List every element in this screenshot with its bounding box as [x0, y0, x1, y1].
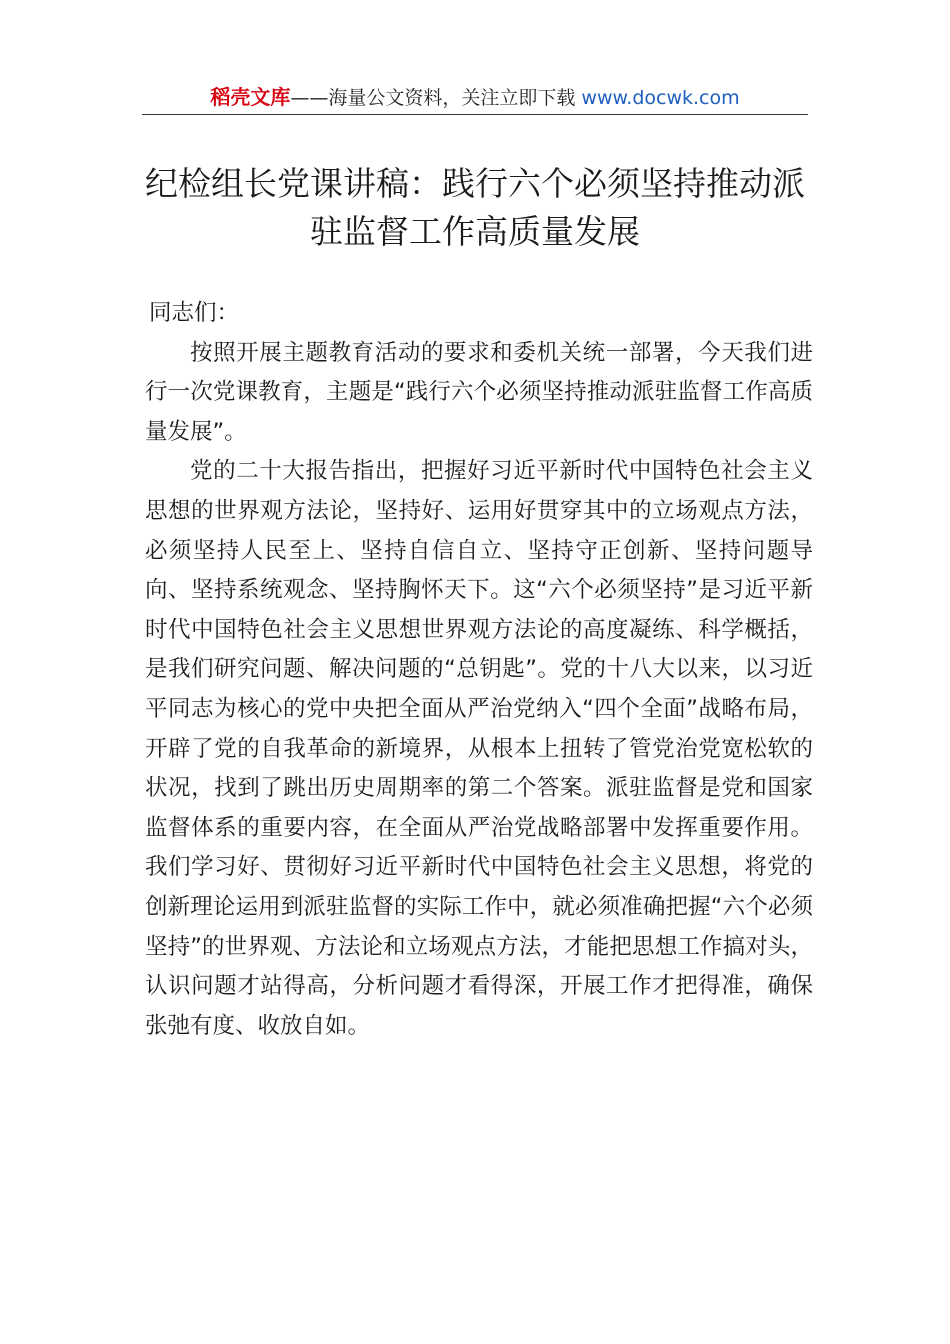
body-paragraph-2: 党的二十大报告指出，把握好习近平新时代中国特色社会主义思想的世界观方法论，坚持好、运用好贯穿其中的立场观点方法，必须坚持人民至上、坚持自信自立、坚持守正创新、坚持问题导向、坚持系统观念、坚持胸怀天下。这“六个必须坚持”是习近平新时代中国特色社会主义思想世界观方法论的高度凝练、科学概括，是我们研究问题、解决问题的“总钥匙”。党的十八大以来，以习近平同志为核心的党中央把全面从严治党纳入“四个全面”战略布局，开辟了党的自我革命的新境界，从根本上扭转了管党治党宽松软的状况，找到了跳出历史周期率的第二个答案。派驻监督是党和国家监督体系的重要内容，在全面从严治党战略部署中发挥重要作用。我们学习好、贯彻好习近平新时代中国特色社会主义思想，将党的创新理论运用到派驻监督的实际工作中，就必须准确把握“六个必须坚持”的世界观、方法论和立场观点方法，才能把思想工作搞对头，认识问题才站得高，分析问题才看得深，开展工作才把得准，确保张弛有度、收放自如。: [145, 458, 813, 1039]
brand-name: 稻壳文库: [210, 85, 291, 109]
document-title: 纪检组长党课讲稿：践行六个必须坚持推动派驻监督工作高质量发展: [145, 164, 805, 251]
header-slogan: ——海量公文资料，关注立即下载: [290, 87, 576, 109]
body-paragraph-1: 按照开展主题教育活动的要求和委机关统一部署，今天我们进行一次党课教育，主题是“践行六个必须坚持推动派驻监督工作高质量发展”。: [145, 339, 813, 445]
document-body: [145, 294, 813, 1046]
header-site-link[interactable]: www.docwk.com: [581, 87, 740, 109]
page-header: [0, 84, 950, 111]
salutation: 同志们：: [149, 300, 240, 326]
header-divider: [142, 114, 808, 115]
